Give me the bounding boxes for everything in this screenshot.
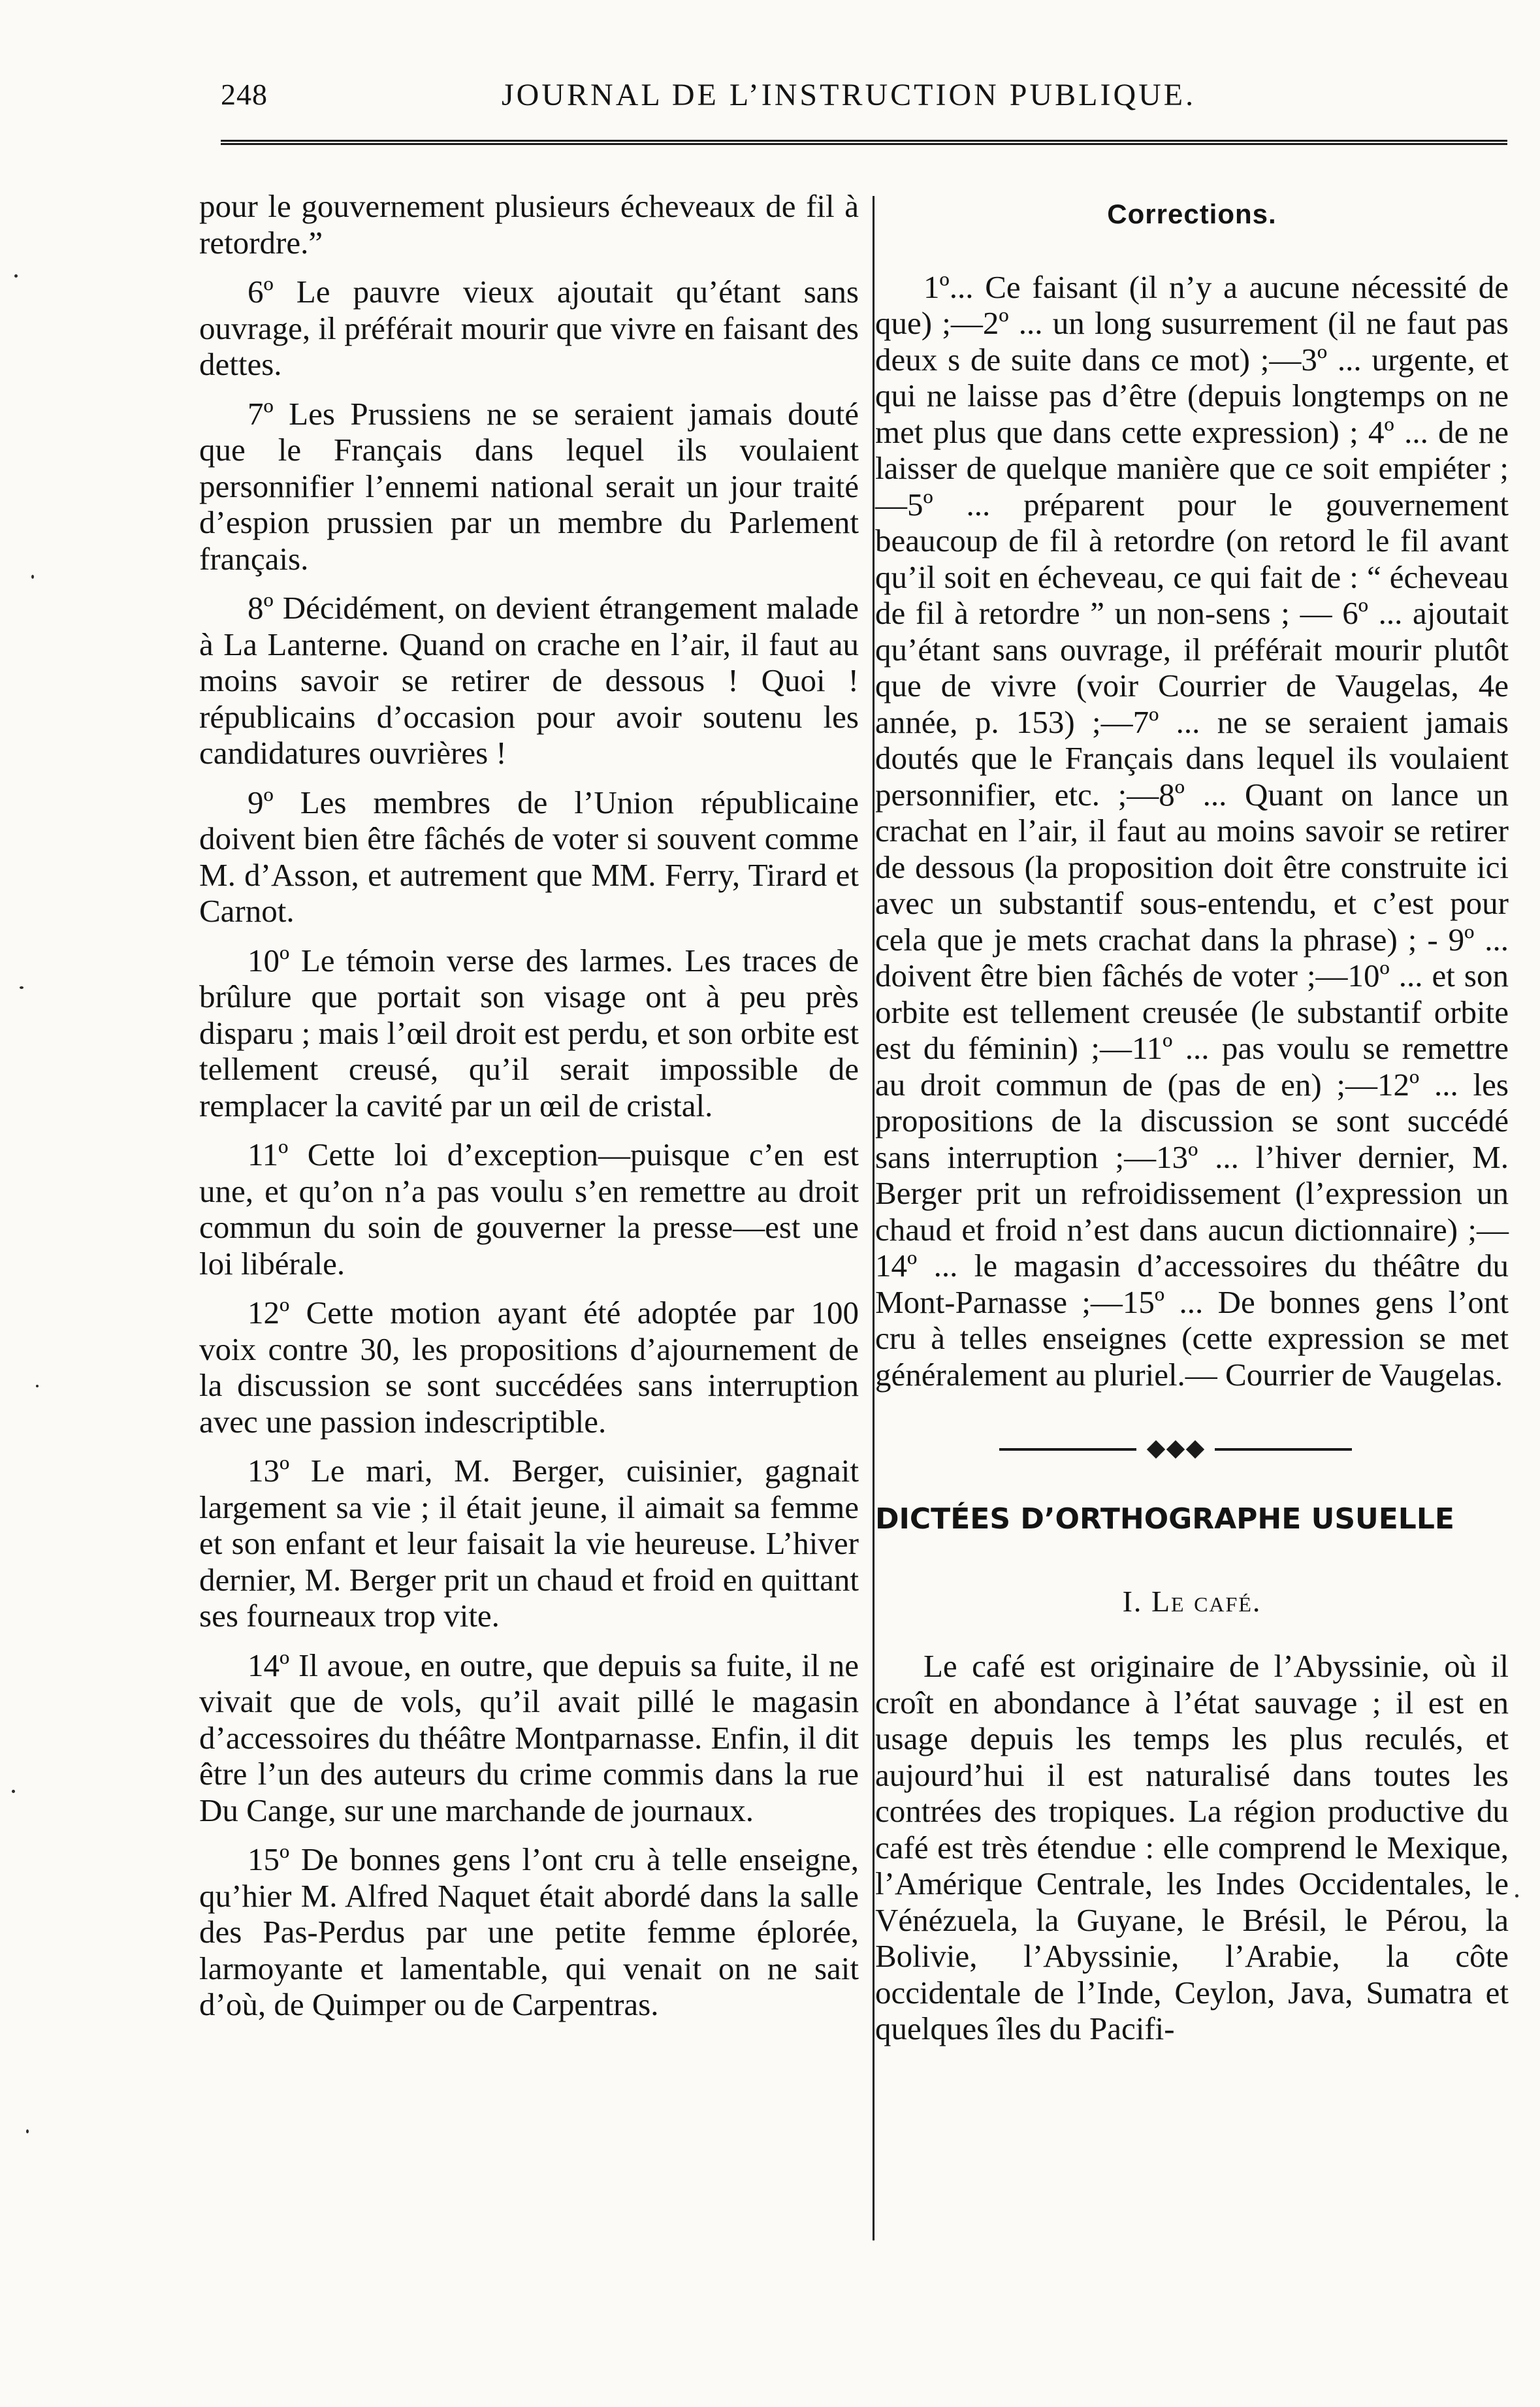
section-heading (875, 1583, 1509, 1620)
left-paragraph-12: 12º Cette motion ayant été adoptée par 100 voix contre 30, les propositions d’ajournement de la discussion se sont succédées sans interruption avec une passion indescriptible. (199, 1295, 859, 1440)
left-paragraph-6: 6º Le pauvre vieux ajoutait qu’étant sans ouvrage, il préférait mourir que vivre en faisant des dettes. (199, 274, 859, 382)
left-paragraph-15: 15º De bonnes gens l’ont cru à telle enseigne, qu’hier M. Alfred Naquet était abordé dans la salle des Pas-Perdus par une petite femme éplorée, larmoyante et lamentable, qui venait on ne sait d’où, de Quimper ou de Carpentras. (199, 1841, 859, 2022)
running-title: JOURNAL DE L’INSTRUCTION PUBLIQUE. (502, 78, 1196, 112)
corrections-text: 1º... Ce faisant (il n’y a aucune nécessité de que) ;—2º ... un long susurrement (il ne faut pas deux s de suite dans ce mot) ;—3º ... urgente, et qui ne laisse pas d’être (depuis longtemps on ne met plus que dans cette expression) ; 4º ... de ne laisser de quelque manière que ce soit empiéter ;—5º ... préparent pour le gouvernement beaucoup de fil à retordre (on retord le fil avant qu’il soit en écheveau, ce qui fait de : “ écheveau de fil à retordre ” un non-sens ; — 6º ... ajoutait qu’étant sans ouvrage, il préférait mourir plutôt que de vivre (voir Courrier de Vaugelas, 4e année, p. 153) ;—7º ... ne se seraient jamais doutés que le Français dans lequel ils voulaient personnifier, etc. ;—8º ... Quant on lance un crachat en l’air, il faut au moins savoir se retirer de dessous (la proposition doit être construite ici avec un substantif sous-entendu, et c’est pour cela que je mets crachat dans la phrase) ; - 9º ... doivent être bien fâchés de voter ;—10º ... et son orbite est tellement creusée (le substantif orbite est du féminin) ;—11º ... pas voulu se remettre au droit commun de (pas de en) ;—12º ... les propositions de la discussion se sont succédé sans interruption ;—13º ... l’hiver dernier, M. Berger prit un refroidissement (l’expression un chaud et froid n’est dans aucun dictionnaire) ;—14º ... le magasin d’accessoires du théâtre du Mont-Parnasse ;—15º ... De bonnes gens l’ont cru à telles enseignes (cette expression se met généralement au pluriel.— Courrier de Vaugelas. (875, 268, 1509, 1393)
left-paragraph-7: 7º Les Prussiens ne se seraient jamais douté que le Français dans lequel ils voulaient personnifier l’ennemi national serait un jour traité d’espion prussien par un membre du Parlement français. (199, 395, 859, 577)
right-column (875, 196, 1509, 2047)
cafe-text: Le café est originaire de l’Abyssinie, où il croît en abondance à l’état sauvage ; il est en usage depuis les temps les plus reculés, et aujourd’hui il est naturalisé dans toutes les contrées des tropiques. La région productive du café est très étendue : elle comprend le Mexique, l’Amérique Centrale, les Indes Occidentales, le Vénézuela, la Guyane, le Brésil, le Pérou, la Bolivie, l’Abyssinie, l’Arabie, la côte occidentale de l’Inde, Ceylon, Java, Sumatra et quelques îles du Pacifi- (875, 1648, 1509, 2046)
page-number: 248 (221, 78, 268, 111)
page-header (221, 77, 1274, 129)
dictees-heading: DICTÉES D’ORTHOGRAPHE USUELLE (875, 1502, 1454, 1536)
left-paragraph-14: 14º Il avoue, en outre, que depuis sa fuite, il ne vivait que de vols, qu’il avait pillé le magasin d’accessoires du théâtre Montparnasse. Enfin, il dit être l’un des auteurs du crime commis dans la rue Du Cange, sur une marchande de journaux. (199, 1647, 859, 1828)
left-paragraph-13: 13º Le mari, M. Berger, cuisinier, gagnait largement sa vie ; il était jeune, il aimait sa femme et son enfant et leur faisait la vie heureuse. L’hiver dernier, M. Berger prit un chaud et froid en quittant ses fourneaux trop vite. (199, 1453, 859, 1634)
section-number: I. (1122, 1584, 1143, 1618)
header-double-rule (221, 140, 1507, 145)
left-paragraph-8: 8º Décidément, on devient étrangement malade à La Lanterne. Quand on crache en l’air, il faut au moins savoir se retirer de dessous ! Quoi ! républicains d’occasion pour avoir soutenu les candidatures ouvrières ! (199, 590, 859, 771)
left-paragraph-continuation: pour le gouvernement plusieurs écheveaux de fil à retordre.” (199, 188, 859, 261)
section-title: Le café. (1151, 1584, 1262, 1618)
column-divider (873, 196, 874, 2240)
left-paragraph-9: 9º Les membres de l’Union républicaine doivent bien être fâchés de voter si souvent comme M. d’Asson, et autrement que MM. Ferry, Tirard et Carnot. (199, 784, 859, 929)
corrections-heading: Corrections. (1107, 199, 1277, 229)
left-paragraph-11: 11º Cette loi d’exception—puisque c’en est une, et qu’on n’a pas voulu s’en remettre au droit commun du soin de gouverner la presse—est une loi libérale. (199, 1137, 859, 1282)
left-column (199, 188, 859, 2036)
section-ornament (875, 1440, 1509, 1459)
left-paragraph-10: 10º Le témoin verse des larmes. Les traces de brûlure que portait son visage ont à peu près disparu ; mais l’œil droit est perdu, et son orbite est tellement creusé, qu’il serait impossible de remplacer la cavité par un œil de cristal. (199, 942, 859, 1123)
